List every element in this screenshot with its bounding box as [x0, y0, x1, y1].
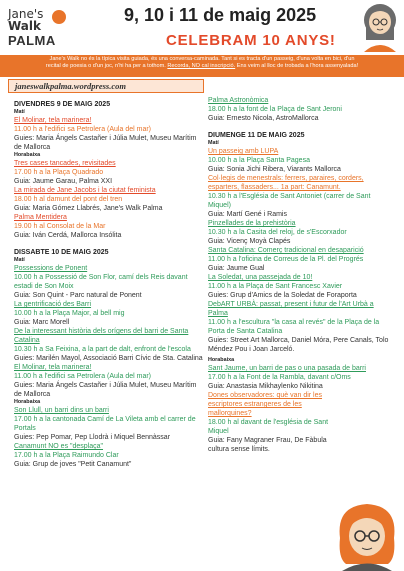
website-bar[interactable] [8, 79, 204, 93]
janes-walk-logo [8, 8, 70, 48]
logo-text-janes: Jane's [8, 7, 44, 21]
event-guide: Guia: Son Quint - Parc natural de Ponent [14, 292, 142, 299]
event-guide: Guies: Marilén Mayol, Associació Barri Cívic de Sta. Catalina [14, 355, 203, 362]
event-guide: Guia: Iván Cerdá, Mallorca Insólita [14, 232, 122, 239]
event-time: 17.00 h a la Plaça Quadrado [14, 169, 104, 176]
event-guide: Guia: Sonia Jichi Ribera, Viarants Mallorca [208, 166, 341, 173]
spacer [14, 240, 204, 244]
event-guide: Guia: Fany Magraner Frau, De Fàbula cultura sense límits. [208, 437, 327, 453]
event-title[interactable]: Sant Jaume, un barri de pas o una pasada de barri [208, 365, 366, 372]
event-guide: Guies: Street Art Mallorca, Daniel Móra, Pere Canals, Tolo Méndez Pou i Joan Jarceló. [208, 337, 389, 353]
day-heading-saturday: DISSABTE 10 DE MAIG 2025 [14, 249, 109, 256]
left-column [14, 96, 204, 469]
event-title[interactable]: Palma Astronòmica [208, 97, 269, 104]
event-guide: Guies: Pep Pomar, Pep Llodrà i Miquel Bennàssar [14, 434, 171, 441]
event-time: 18.00 h al damunt del pont del tren [14, 196, 123, 203]
event-title[interactable]: Canamunt NO es "desplaça" [14, 443, 104, 450]
event-time: 17.00 h a la cantonada Camí de La Vileta amb el carrer de Portals [14, 416, 196, 432]
event-guide: Guia: Maria Gómez Llabrés, Jane's Walk Palma [14, 205, 163, 212]
banner-line-2: recital de poesia o d'un joc, n'hi ha per a tothom. Recorda, NO cal inscripció. Ens veim al lloc de trobada a l'hora assenyalada! [45, 62, 359, 69]
event-guide: Guia: Vicenç Moyà Clapés [208, 238, 291, 245]
event-time: 19.00 h al Consolat de la Mar [14, 223, 106, 230]
event-guide: Guia: Jaume Gual [208, 265, 265, 272]
event-time: 18.00 h a la font de la Plaça de Sant Jeroni [208, 106, 342, 113]
event-title[interactable]: La Soledat, una passejada de 10! [208, 274, 313, 281]
event-title[interactable]: Son Llull, un barri dins un barri [14, 407, 109, 414]
event-guide: Guies: Grup d'Amics de la Soledat de Foraporta [208, 292, 357, 299]
intro-banner [0, 55, 404, 77]
event-time: 10.30 h a Sa Feixina, a la part de dalt, enfront de l'escola [14, 346, 191, 353]
event-time: 18.00 h al davant de l'església de Sant Miquel [208, 419, 329, 435]
event-title[interactable]: La gentrificació des Barri [14, 301, 92, 308]
event-time: 10.30 h a l'Església de Sant Antoniet (carrer de Sant Miquel) [208, 193, 371, 209]
event-title[interactable]: El Molinar, tela marinera! [14, 364, 92, 371]
event-time: 10.00 h a Possessió de Son Flor, camí dels Reis davant estadi de Son Moix [14, 274, 188, 290]
event-title[interactable]: Tres cases tancades, revisitades [14, 160, 116, 167]
slot-evening: Horabaixa [14, 399, 41, 405]
woman-illustration-icon [360, 2, 402, 52]
event-guide: Guies: Maria Ángels Castañer i Júlia Mulet, Museu Marítim de Mallorca [14, 382, 197, 398]
banner-line-1: Jane's Walk no és la típica visita guiada, és una conversa-caminada. Tant si es tracta d'un passeig, d'una volta en bici, d'un [49, 56, 355, 62]
event-title[interactable]: Un passeig amb LUPA [208, 148, 279, 155]
slot-evening: Horabaixa [208, 357, 235, 363]
event-guide: Guia: Marc Morell [14, 319, 70, 326]
event-guide: Guia: Anastasia Mikhaylenko Nikitina [208, 383, 323, 390]
event-title[interactable]: DebART URBÀ: passat, present i futur de l'Art Urbà a Palma [208, 301, 374, 317]
day-heading-sunday: DIUMENGE 11 DE MAIG 2025 [208, 132, 305, 139]
slot-morning: Matí [14, 257, 25, 263]
event-title[interactable]: Possessions de Ponent [14, 265, 88, 272]
event-time: 10.00 h a la Plaça Santa Pagesa [208, 157, 310, 164]
event-guide: Guies: Maria Ángels Castañer i Júlia Mulet, Museu Marítim de Mallorca [14, 135, 197, 151]
header [0, 0, 404, 54]
event-time: 11.00 h a l'edifici sa Petrolera (Aula del mar) [14, 126, 151, 133]
logo-text-walk: Walk [8, 19, 41, 33]
day-heading-friday: DIVENDRES 9 DE MAIG 2025 [14, 101, 111, 108]
event-title[interactable]: Col·legis de menestrals: ferrers, paraires, corders, esparters, flassaders... 1a part: Canamunt. [208, 175, 364, 191]
event-guide: Guia: Jaume Garau, Palma XXI [14, 178, 113, 185]
event-title[interactable]: Palma Mentidera [14, 214, 67, 221]
event-time: 11.00 h a l'escultura "la casa al revés" de la Plaça de la Porta de Santa Catalina [208, 319, 380, 335]
right-column [208, 96, 394, 454]
event-guide: Guia: Martí Gené i Ramis [208, 211, 287, 218]
event-guide: Guia: Ernesto Nicola, AstroMallorca [208, 115, 319, 122]
event-title[interactable]: Dones observadores: què van dir les escriptores estrangeres de les mallorquines? [208, 392, 323, 417]
website-url[interactable]: janeswalkpalma.wordpress.com [15, 81, 126, 91]
event-title[interactable]: Pinzellades de la prehistòria [208, 220, 296, 227]
event-time: 10.30 h a la Casita del reloj, de s'Escorxador [208, 229, 347, 236]
event-time: 11.00 h a l'oficina de Correus de la Pl. del Progrés [208, 256, 364, 263]
event-time: 11.00 h a l'edifici sa Petrolera (Aula del mar) [14, 373, 151, 380]
logo-badge-icon [52, 10, 66, 24]
event-title[interactable]: El Molinar, tela marinera! [14, 117, 92, 124]
event-dates: 9, 10 i 11 de maig 2025 [124, 5, 317, 25]
event-time: 11.00 h a la Plaça de Sant Francesc Xavier [208, 283, 343, 290]
woman-with-glasses-illustration-icon [330, 498, 404, 571]
slot-evening: Horabaixa [14, 152, 41, 158]
event-time: 17.00 h a la Plaça Raimundo Clar [14, 452, 119, 459]
slot-morning: Matí [14, 109, 25, 115]
logo-text-palma: PALMA [8, 33, 56, 48]
event-time: 10.00 h a la Plaça Major, al bell mig [14, 310, 125, 317]
no-registration-link[interactable]: Recorda, NO cal inscripció. [167, 62, 236, 69]
anniversary-headline: CELEBRAM 10 ANYS! [166, 32, 336, 49]
event-title[interactable]: La mirada de Jane Jacobs i la ciutat feminista [14, 187, 156, 194]
spacer [208, 123, 394, 127]
event-title[interactable]: De la interessant història dels orígens del barri de Santa Catalina [14, 328, 189, 344]
event-time: 17.00 h a la Font de la Rambla, davant c/Oms [208, 374, 351, 381]
event-title[interactable]: Santa Catalina: Comerç tradicional en desaparició [208, 247, 364, 254]
slot-morning: Matí [208, 140, 219, 146]
event-guide: Guia: Grup de joves "Petit Canamunt" [14, 461, 132, 468]
